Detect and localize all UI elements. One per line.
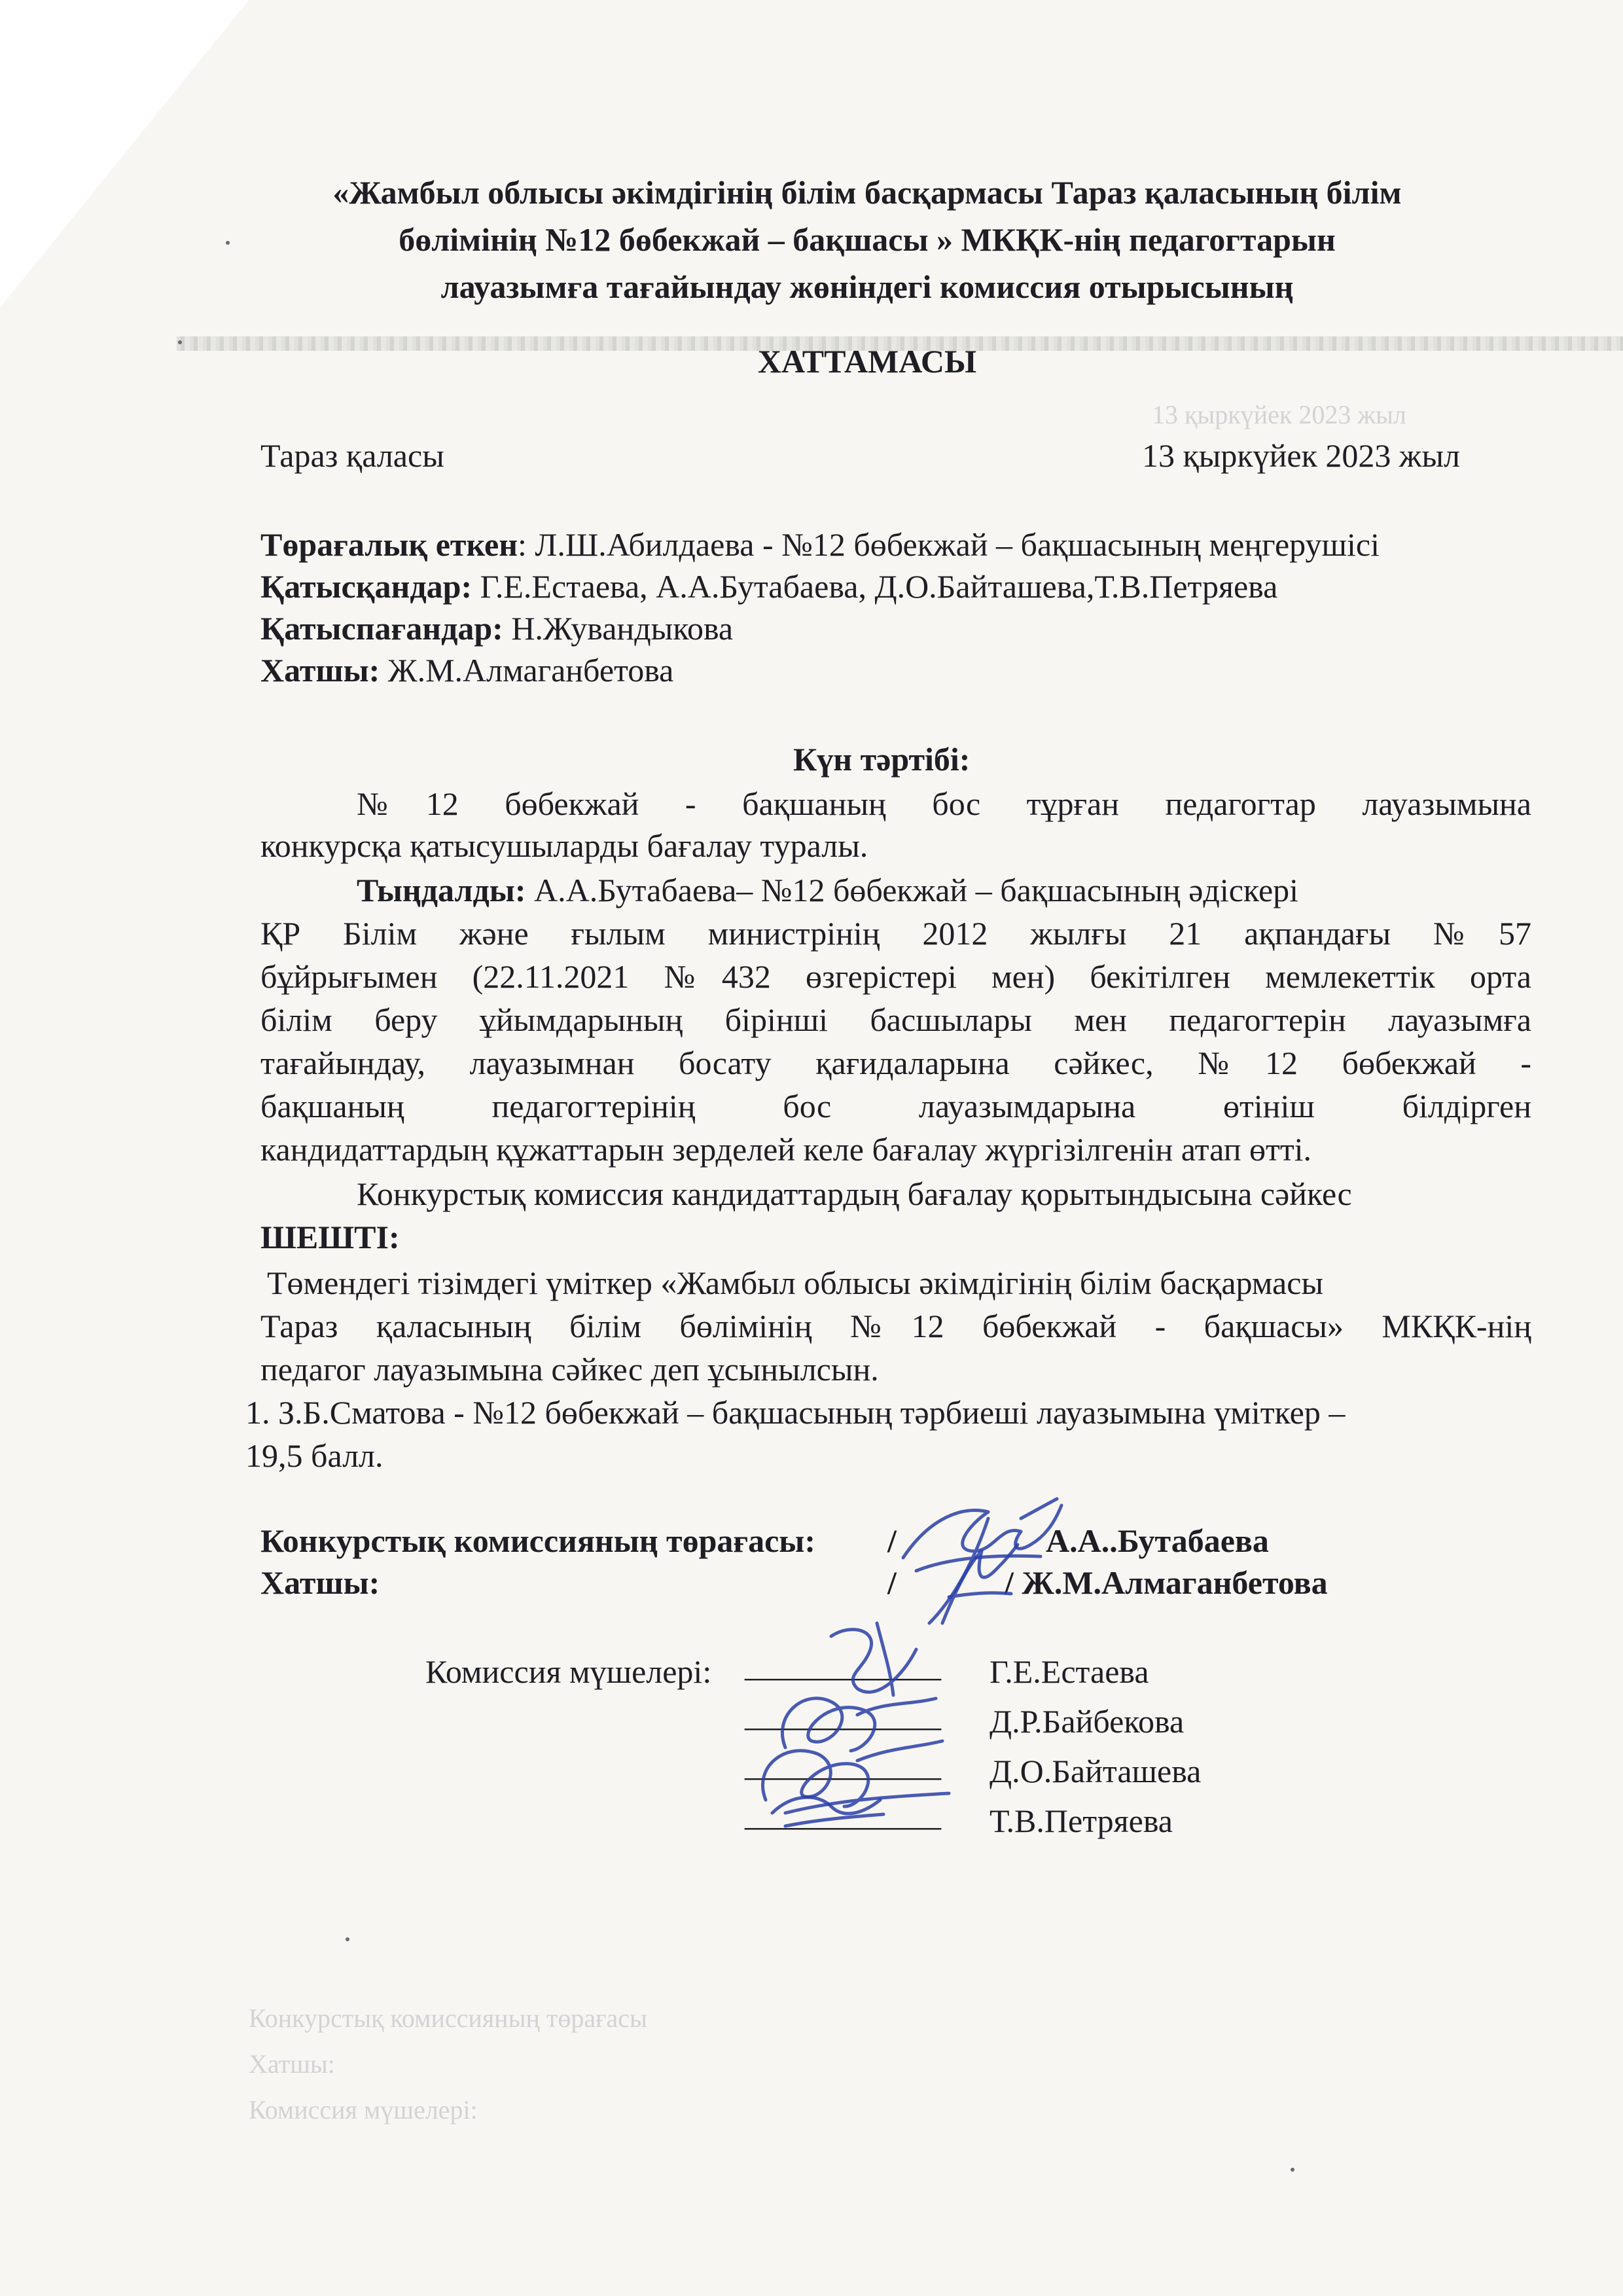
scan-speck: [226, 241, 230, 245]
secretary-value: Ж.М.Алмаганбетова: [380, 652, 674, 689]
header-line-1: «Жамбыл облысы әкімдігінің білім басқармасы Тараз қаласының білім: [332, 174, 1402, 211]
header-line-3: лауазымға тағайындау жөніндегі комиссия отырысының: [440, 268, 1294, 305]
absent-row: [260, 607, 733, 649]
secretary-label: Хатшы:: [260, 652, 380, 689]
chair-label: Төрағалық еткен: [260, 526, 518, 563]
member-sign-line: ____________: [745, 1647, 941, 1683]
heard-line: бақшаның педагогтерінің бос лауазымдарына өтініш білдірген: [260, 1088, 1531, 1124]
decision-line: педагог лауазымына сәйкес деп ұсынылсын.: [260, 1351, 879, 1388]
folded-corner: [0, 0, 249, 308]
decision-line: Төмендегі тізімдегі үміткер «Жамбыл облысы әкімдігінің білім басқармасы: [267, 1265, 1324, 1301]
city: Тараз қаласы: [260, 437, 444, 474]
show-through-text: Комиссия мүшелері:: [249, 2095, 478, 2125]
agenda-item-line-2: конкурсқа қатысушыларды бағалау туралы.: [260, 827, 868, 864]
heard-row: [357, 869, 1298, 911]
member-name: Д.О.Байташева: [990, 1753, 1202, 1789]
sig-chair-name: А.А..Бутабаева: [1046, 1522, 1269, 1559]
sig-secretary-name: / Ж.М.Алмаганбетова: [1005, 1564, 1328, 1601]
member-sign-line: ____________: [745, 1796, 941, 1833]
scan-speck: [1291, 2168, 1294, 2172]
sig-secretary-label: Хатшы:: [260, 1564, 380, 1601]
heard-label: Тыңдалды:: [357, 872, 526, 908]
chair-value: : Л.Ш.Абилдаева - №12 бөбекжай – бақшасының меңгерушісі: [518, 526, 1380, 563]
secretary-row: [260, 649, 673, 691]
absent-label: Қатыспағандар:: [260, 610, 503, 647]
members-label: Комиссия мүшелері:: [425, 1653, 712, 1690]
decision-line: Тараз қаласының білім бөлімінің №12 бөбекжай - бақшасы» МКҚК-нің: [260, 1308, 1531, 1344]
heard-line: кандидаттардың құжаттарын зерделей келе бағалау жүргізілгенін атап өтті.: [260, 1131, 1312, 1168]
present-value: Г.Е.Естаева, А.А.Бутабаева, Д.О.Байташева,Т.В.Петряева: [472, 568, 1278, 605]
chair-row: [260, 524, 1380, 565]
agenda-heading: Күн тәртібі:: [793, 741, 971, 778]
scan-speck: [178, 340, 182, 344]
scan-speck: [346, 1937, 349, 1941]
candidate-line-1: 1. З.Б.Сматова - №12 бөбекжай – бақшасының тәрбиеші лауазымына үміткер –: [245, 1394, 1346, 1431]
show-through-text: 13 қыркүйек 2023 жыл: [1152, 400, 1406, 429]
document-title: ХАТТАМАСЫ: [757, 343, 977, 380]
present-label: Қатысқандар:: [260, 568, 473, 605]
sig-chair-slash: /: [887, 1522, 897, 1559]
show-through-text: Конкурстық комиссияның төрағасы: [249, 2003, 647, 2033]
heard-line: бұйрығымен (22.11.2021 №432 өзгерістері мен) бекітілген мемлекеттік орта: [260, 958, 1531, 995]
member-name: Т.В.Петряева: [990, 1803, 1173, 1839]
heard-speaker: А.А.Бутабаева– №12 бөбекжай – бақшасының әдіскері: [526, 872, 1299, 908]
decision-label: ШЕШТІ:: [260, 1219, 400, 1255]
agenda-item-line-1: №12 бөбекжай - бақшаның бос тұрған педагогтар лауазымына: [357, 785, 1531, 822]
member-name: Г.Е.Естаева: [990, 1653, 1149, 1690]
sig-secretary-slash: /: [887, 1564, 897, 1601]
heard-line: тағайындау, лауазымнан босату қағидаларына сәйкес, №12 бөбекжай -: [260, 1045, 1531, 1081]
candidate-line-2: 19,5 балл.: [245, 1437, 383, 1474]
date: 13 қыркүйек 2023 жыл: [1142, 437, 1461, 474]
member-sign-line: ____________: [745, 1746, 941, 1783]
sig-chair-label: Конкурстық комиссияның төрағасы:: [260, 1522, 815, 1559]
member-sign-line: ____________: [745, 1696, 941, 1733]
present-row: [260, 565, 1277, 607]
show-through-text: Хатшы:: [249, 2049, 335, 2079]
heard-line: ҚР Білім және ғылым министрінің 2012 жылғы 21 ақпандағы №57: [260, 915, 1531, 952]
decision-intro: Конкурстық комиссия кандидаттардың бағалау қорытындысына сәйкес: [357, 1175, 1352, 1212]
heard-line: білім беру ұйымдарының бірінші басшылары мен педагогтерін лауазымға: [260, 1001, 1531, 1038]
member-name: Д.Р.Байбекова: [990, 1703, 1185, 1740]
header-line-2: бөлімінің №12 бөбекжай – бақшасы » МКҚК-нің педагогтарын: [399, 221, 1336, 258]
member-signature-4: [759, 1774, 890, 1839]
absent-value: Н.Жувандыкова: [503, 610, 734, 647]
